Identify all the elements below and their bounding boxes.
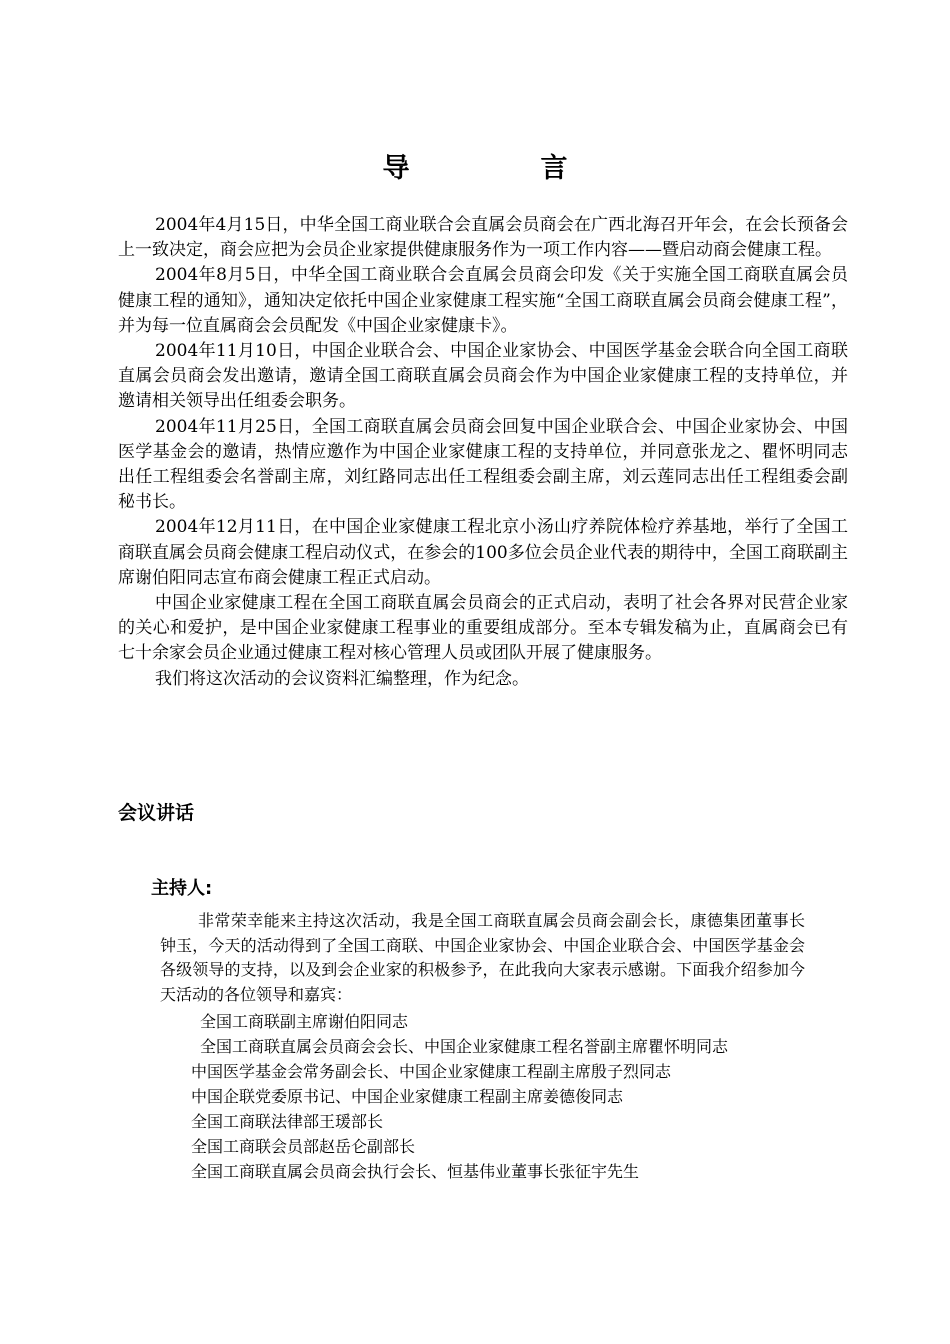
guest-item: 全国工商联法律部王瑗部长	[191, 1112, 384, 1131]
guest-item: 全国工商联直属会员商会执行会长、恒基伟业董事长张征宇先生	[191, 1162, 640, 1181]
intro-paragraph: 2004年12月11日，在中国企业家健康工程北京小汤山疗养院体检疗养基地，举行了全国工商联直属会员商会健康工程启动仪式，在参会的100多位会员企业代表的期待中，全国工商联副主席谢伯阳同志宣布商会健康工程正式启动。	[118, 517, 848, 588]
intro-paragraph: 2004年8月5日，中华全国工商业联合会直属会员商会印发《关于实施全国工商联直属会员健康工程的通知》，通知决定依托中国企业家健康工程实施“全国工商联直属会员商会健康工程”，并为每一位直属商会会员配发《中国企业家健康卡》。	[118, 265, 848, 336]
intro-section	[118, 213, 848, 692]
intro-paragraph: 2004年4月15日，中华全国工商业联合会直属会员商会在广西北海召开年会，在会长预备会上一致决定，商会应把为会员企业家提供健康服务作为一项工作内容——暨启动商会健康工程。	[118, 215, 848, 261]
host-speech	[160, 909, 805, 1007]
guest-item: 中国企联党委原书记、中国企业家健康工程副主席姜德俊同志	[191, 1087, 624, 1106]
host-label: 主持人:	[151, 878, 213, 899]
guest-list	[160, 1009, 805, 1184]
intro-paragraph: 2004年11月25日，全国工商联直属会员商会回复中国企业联合会、中国企业家协会、中国医学基金会的邀请，热情应邀作为中国企业家健康工程的支持单位，并同意张龙之、瞿怀明同志出任工程组委会名誉副主席，刘红路同志出任工程组委会副主席，刘云莲同志出任工程组委会副秘书长。	[118, 416, 848, 513]
section-heading: 会议讲话	[118, 802, 195, 824]
guest-item: 全国工商联会员部赵岳仑副部长	[191, 1137, 416, 1156]
guest-item: 全国工商联直属会员商会会长、中国企业家健康工程名誉副主席瞿怀明同志	[200, 1037, 729, 1056]
page-title: 导 言	[382, 153, 620, 184]
intro-paragraph: 我们将这次活动的会议资料汇编整理，作为纪念。	[155, 668, 529, 689]
host-speech-paragraph: 非常荣幸能来主持这次活动，我是全国工商联直属会员商会副会长，康德集团董事长钟玉，今天的活动得到了全国工商联、中国企业家协会、中国企业联合会、中国医学基金会各级领导的支持，以及到会企业家的积极参予，在此我向大家表示感谢。下面我介绍参加今天活动的各位领导和嘉宾：	[160, 911, 805, 1004]
intro-paragraph: 2004年11月10日，中国企业联合会、中国企业家协会、中国医学基金会联合向全国工商联直属会员商会发出邀请，邀请全国工商联直属会员商会作为中国企业家健康工程的支持单位，并邀请相关领导出任组委会职务。	[118, 341, 848, 412]
intro-paragraph: 中国企业家健康工程在全国工商联直属会员商会的正式启动，表明了社会各界对民营企业家的关心和爱护，是中国企业家健康工程事业的重要组成部分。至本专辑发稿为止，直属商会已有七十余家会员企业通过健康工程对核心管理人员或团队开展了健康服务。	[118, 593, 848, 664]
guest-item: 中国医学基金会常务副会长、中国企业家健康工程副主席殷子烈同志	[191, 1062, 672, 1081]
guest-item: 全国工商联副主席谢伯阳同志	[200, 1012, 409, 1031]
